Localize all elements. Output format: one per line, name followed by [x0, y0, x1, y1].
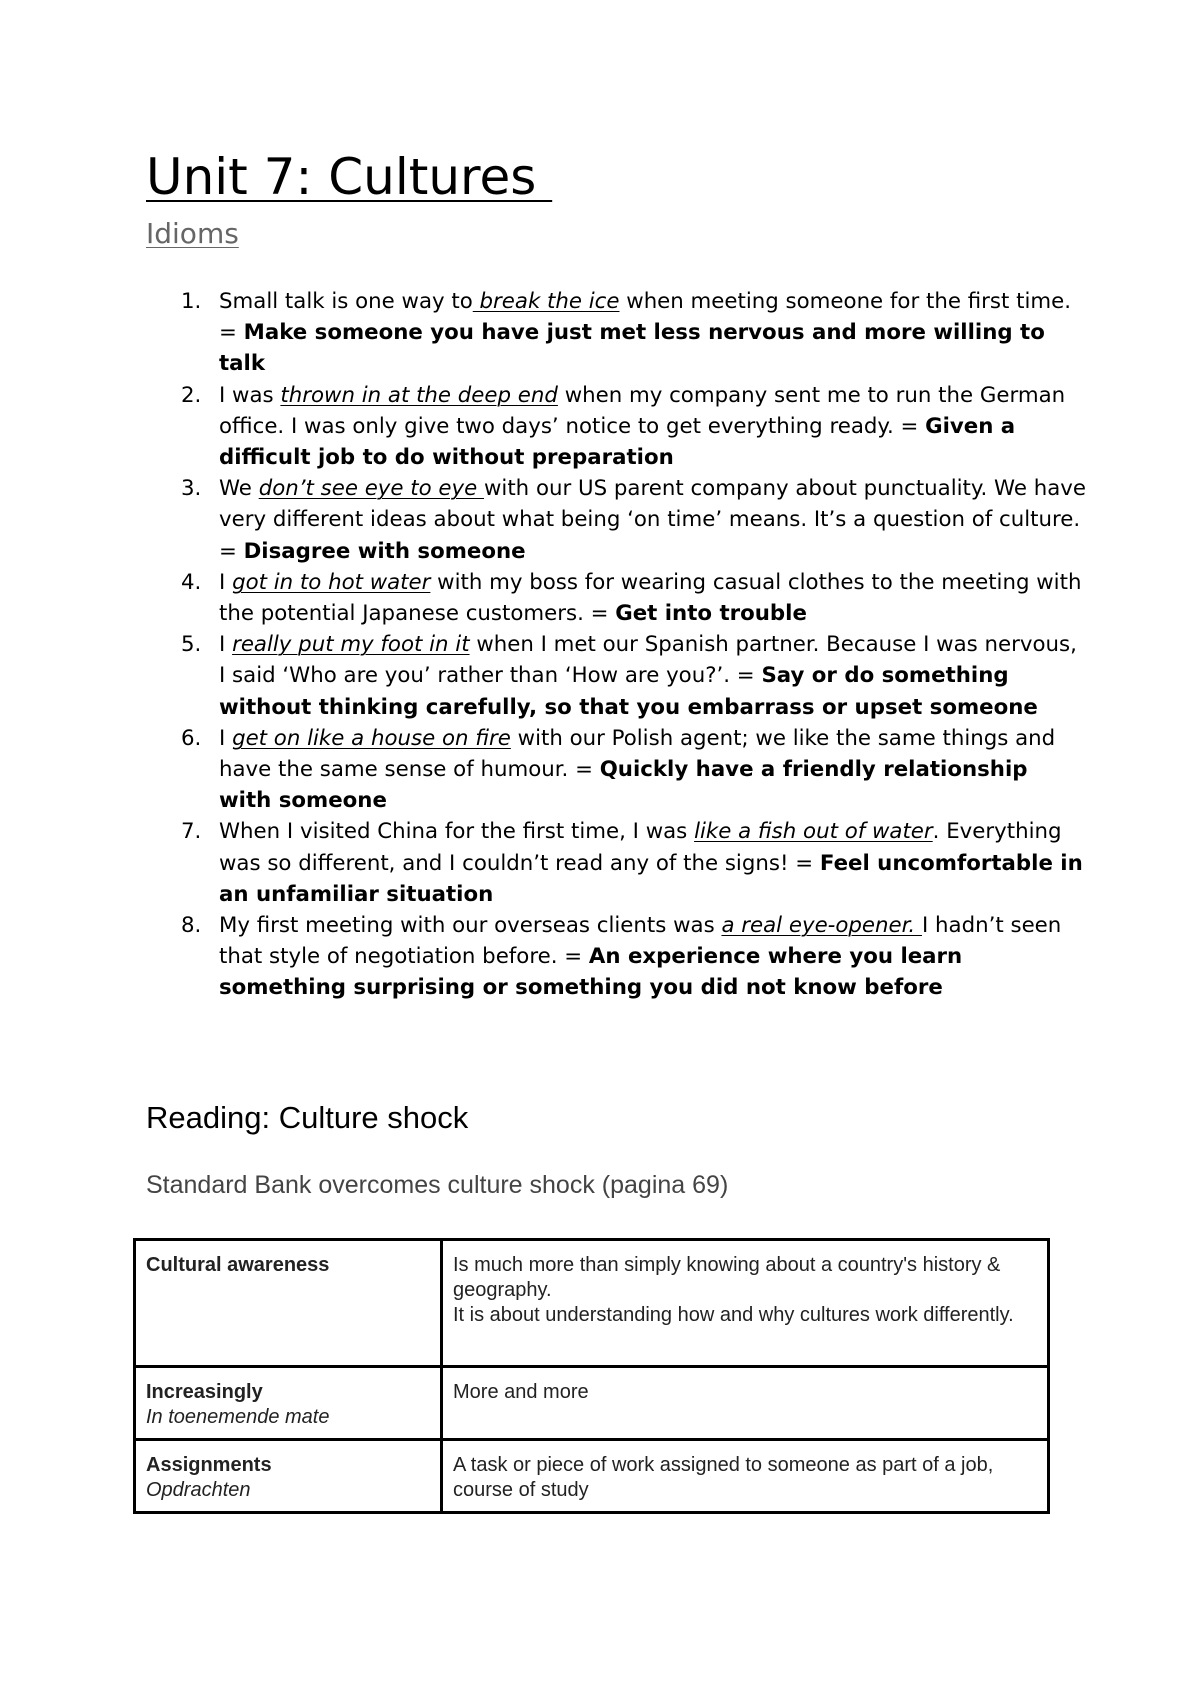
idiom-meaning: An experience where you learn something surprising or something you did not know before [219, 944, 963, 1001]
idiom-meaning: Feel uncomfortable in an unfamiliar situation [219, 850, 1083, 907]
sentence-end: with our US parent company about punctuality. We have very different ideas about what being ‘on time’ means. It’s a question of culture. = [219, 476, 1086, 564]
term-cell [135, 1367, 442, 1440]
term: Cultural awareness [146, 1254, 330, 1276]
idiom-phrase: a real eye-opener. [721, 913, 922, 939]
vocabulary-table [133, 1238, 1050, 1514]
definition-cell [442, 1367, 1049, 1440]
sentence-end: when my company sent me to run the German office. I was only give two days’ notice to get everything ready. = [219, 382, 1066, 439]
idiom-item-1 [146, 286, 1086, 380]
sentence-end: with our Polish agent; we like the same things and have the same sense of humour. = [219, 725, 1056, 783]
idiom-meaning: Disagree with someone [243, 538, 526, 564]
sentence-start: We [219, 476, 259, 502]
definition-line: Is much more than simply knowing about a country's history & geography. [453, 1254, 1001, 1301]
section-title-idioms: Idioms [146, 217, 239, 250]
term-cell [135, 1240, 442, 1367]
idiom-meaning: Quickly have a friendly relationship with someone [219, 757, 1028, 814]
sentence-start: I [219, 569, 233, 595]
idiom-item-3 [146, 473, 1086, 567]
idiom-item-7 [146, 816, 1086, 910]
idiom-phrase: got in to hot water [232, 569, 431, 595]
idioms-list [146, 286, 1086, 1004]
term-translation: Opdrachten [146, 1479, 251, 1501]
list-number: 8. [181, 913, 202, 939]
idiom-phrase: don’t see eye to eye [258, 476, 484, 502]
list-number: 6. [181, 725, 202, 751]
sentence-end: when meeting someone for the first time. = [219, 289, 1071, 346]
term: Assignments [146, 1454, 272, 1476]
idiom-item-8 [146, 910, 1086, 1004]
list-number: 3. [181, 476, 202, 502]
idiom-item-6 [146, 723, 1086, 817]
list-number: 7. [181, 819, 202, 845]
idiom-phrase: really put my foot in it [232, 632, 470, 658]
term-translation: In toenemende mate [146, 1406, 330, 1428]
list-number: 4. [181, 569, 202, 595]
page-title: Unit 7: Cultures [146, 148, 553, 206]
definition-line: A task or piece of work assigned to someone as part of a job, course of study [453, 1454, 994, 1501]
idiom-phrase: thrown in at the deep end [280, 382, 558, 408]
idiom-phrase: like a fish out of water [694, 819, 933, 845]
sentence-start: I [219, 632, 233, 658]
idiom-item-2 [146, 380, 1086, 474]
definition-cell [442, 1240, 1049, 1367]
sentence-start: When I visited China for the first time, I was [219, 819, 695, 845]
definition-cell [442, 1440, 1049, 1513]
sentence-start: My first meeting with our overseas clients was [219, 913, 722, 939]
term-cell [135, 1440, 442, 1513]
idiom-meaning: Given a difficult job to do without preparation [219, 413, 1016, 471]
table-row [135, 1440, 1049, 1513]
definition-line: It is about understanding how and why cultures work differently. [453, 1304, 1014, 1326]
reading-subheading: Standard Bank overcomes culture shock (pagina 69) [146, 1171, 729, 1199]
list-number: 1. [181, 289, 202, 314]
term: Increasingly [146, 1381, 263, 1403]
sentence-start: I [219, 725, 233, 751]
table-row [135, 1240, 1049, 1367]
definition-line: More and more [453, 1381, 589, 1403]
idiom-phrase: break the ice [472, 289, 620, 314]
idiom-item-4 [146, 567, 1086, 629]
list-number: 2. [181, 382, 202, 408]
idiom-item-5 [146, 629, 1086, 723]
sentence-end: with my boss for wearing casual clothes to the meeting with the potential Japanese customers. = [219, 569, 1082, 627]
idiom-meaning: Make someone you have just met less nervous and more willing to talk [219, 320, 1045, 377]
idiom-meaning: Say or do something without thinking carefully, so that you embarrass or upset someone [219, 663, 1038, 720]
sentence-start: Small talk is one way to [219, 289, 473, 314]
idiom-meaning: Get into trouble [615, 601, 807, 627]
table-row [135, 1367, 1049, 1440]
sentence-end: when I met our Spanish partner. Because I was nervous, I said ‘Who are you’ rather than ‘How are you?’. = [219, 632, 1077, 689]
sentence-start: I was [219, 382, 281, 408]
list-number: 5. [181, 632, 202, 658]
sentence-end: . Everything was so different, and I couldn’t read any of the signs! = [219, 819, 1062, 876]
idiom-phrase: get on like a house on fire [232, 725, 511, 751]
sentence-end: I hadn’t seen that style of negotiation before. = [219, 913, 1062, 970]
reading-heading: Reading: Culture shock [146, 1100, 469, 1135]
